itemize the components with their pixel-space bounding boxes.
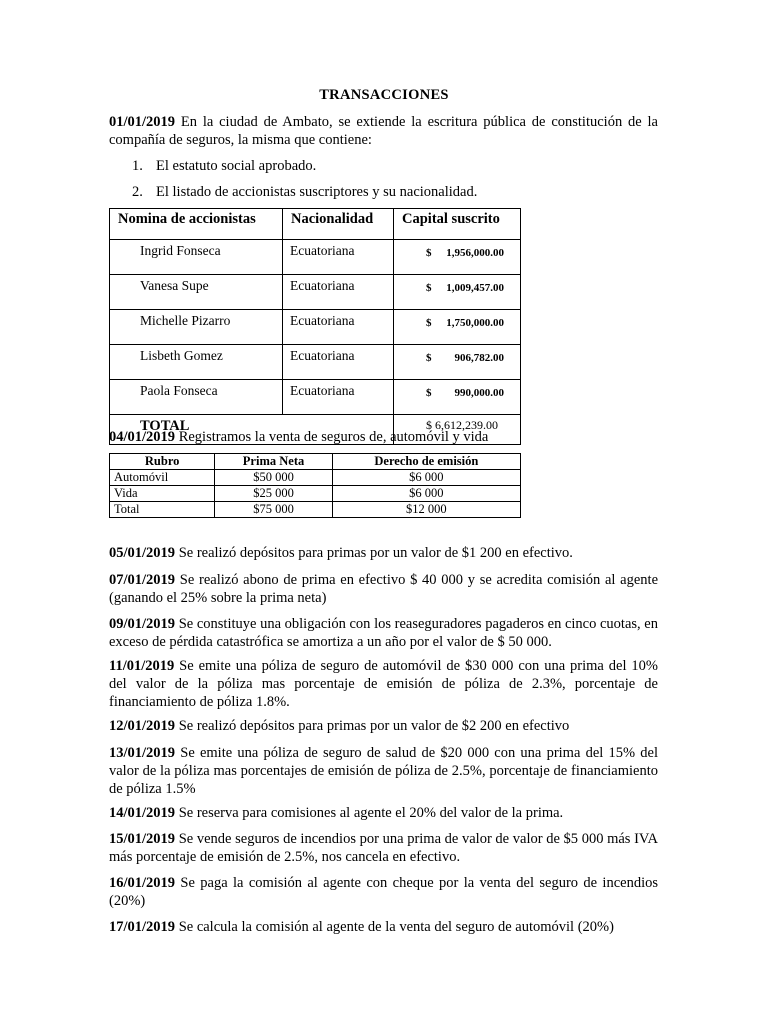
entry-16-01 [109,874,658,910]
table-row [110,380,521,415]
nationality: Ecuatoriana [283,275,394,310]
shareholder-name: Vanesa Supe [110,275,283,310]
shareholder-name: Paola Fonseca [110,380,283,415]
table-row [110,275,521,310]
table-row [110,240,521,275]
entry-date: 12/01/2019 [109,718,176,734]
column-header: Nacionalidad [283,209,394,240]
capital-amount: 1,956,000.00 [446,247,504,259]
entry-text: Se realizó depósitos para primas por un valor de $2 200 en efectivo [175,718,570,734]
table-cell: $25 000 [215,486,332,502]
currency-sign: $ [426,387,432,399]
table-row [110,470,521,486]
entry-text: Registramos la venta de seguros de, automóvil y vida [175,429,489,445]
sales-table [109,453,521,518]
table-cell: Vida [110,486,215,502]
nationality: Ecuatoriana [283,310,394,345]
entry-date: 01/01/2019 [109,114,176,130]
list-text: El estatuto social aprobado. [156,158,317,174]
list-number: 1. [132,158,143,174]
nationality: Ecuatoriana [283,345,394,380]
entry-11-01 [109,657,658,711]
column-header: Capital suscrito [394,209,521,240]
capital-amount: 1,009,457.00 [446,282,504,294]
table-row [110,310,521,345]
list-text: El listado de accionistas suscriptores y su nacionalidad. [156,184,478,200]
entry-text: Se constituye una obligación con los reaseguradores pagaderos en cinco cuotas, en exceso de pérdida catastrófica se amortiza a un año por el valor de $ 50 000. [109,616,658,650]
table-cell: $50 000 [215,470,332,486]
nationality: Ecuatoriana [283,380,394,415]
entry-date: 09/01/2019 [109,616,176,632]
entry-15-01 [109,830,658,866]
entry-text: Se emite una póliza de seguro de automóvil de $30 000 con una prima del 10% del valor de la póliza mas porcentaje de emisión de póliza de 2.3%, porcentaje de financiamiento de póliza 1.8%. [109,658,658,710]
entry-text: Se vende seguros de incendios por una prima de valor de valor de $5 000 más IVA más porcentaje de emisión de 2.5%, nos cancela en efectivo. [109,831,658,865]
entry-date: 11/01/2019 [109,658,175,674]
table-cell: $75 000 [215,502,332,518]
table-row [110,486,521,502]
table-row [110,502,521,518]
table-header-row [110,454,521,470]
capital-amount: 906,782.00 [454,352,504,364]
table-cell: $6 000 [332,470,520,486]
entry-text: Se realizó depósitos para primas por un valor de $1 200 en efectivo. [175,545,573,561]
total-value: $ 6,612,239.00 [394,415,521,445]
entry-date: 07/01/2019 [109,572,176,588]
capital-amount: 990,000.00 [454,387,504,399]
entry-text: Se realizó abono de prima en efectivo $ 40 000 y se acredita comisión al agente (ganando el 25% sobre la prima neta) [109,572,658,606]
total-label: TOTAL [110,415,394,445]
entry-date: 16/01/2019 [109,875,176,891]
entry-date: 13/01/2019 [109,745,176,761]
shareholder-name: Ingrid Fonseca [110,240,283,275]
table-row [110,345,521,380]
list-item-1 [132,157,316,175]
capital-cell [394,240,521,275]
list-number: 2. [132,184,143,200]
entry-text: Se paga la comisión al agente con cheque por la venta del seguro de incendios (20%) [109,875,658,909]
column-header: Rubro [110,454,215,470]
list-item-2 [132,183,477,201]
table-cell: $12 000 [332,502,520,518]
document-title: TRANSACCIONES [319,87,449,103]
entry-01-01 [109,113,658,149]
entry-17-01 [109,918,658,936]
column-header: Derecho de emisión [332,454,520,470]
capital-amount: 1,750,000.00 [446,317,504,329]
currency-sign: $ [426,352,432,364]
table-header-row [110,209,521,240]
currency-sign: $ [426,317,432,329]
nationality: Ecuatoriana [283,240,394,275]
capital-cell [394,275,521,310]
entry-date: 17/01/2019 [109,919,176,935]
entry-text: Se calcula la comisión al agente de la venta del seguro de automóvil (20%) [175,919,614,935]
entry-date: 04/01/2019 [109,429,176,445]
capital-cell [394,310,521,345]
table-cell: Automóvil [110,470,215,486]
entry-14-01 [109,804,658,822]
column-header: Prima Neta [215,454,332,470]
entry-07-01 [109,571,658,607]
entry-text: Se emite una póliza de seguro de salud de $20 000 con una prima del 15% del valor de la póliza mas porcentajes de emisión de póliza de 2.5%, porcentaje de financiamiento de póliza 1.5% [109,745,658,797]
shareholders-table [109,208,521,445]
entry-12-01 [109,717,658,735]
entry-text: Se reserva para comisiones al agente el 20% del valor de la prima. [175,805,564,821]
table-cell: $6 000 [332,486,520,502]
entry-date: 15/01/2019 [109,831,176,847]
entry-04-01 [109,428,658,446]
entry-date: 14/01/2019 [109,805,176,821]
shareholder-name: Michelle Pizarro [110,310,283,345]
entry-date: 05/01/2019 [109,545,176,561]
capital-cell [394,380,521,415]
capital-cell [394,345,521,380]
column-header: Nomina de accionistas [110,209,283,240]
currency-sign: $ [426,247,432,259]
shareholder-name: Lisbeth Gomez [110,345,283,380]
table-cell: Total [110,502,215,518]
currency-sign: $ [426,282,432,294]
entry-05-01 [109,544,658,562]
entry-13-01 [109,744,658,798]
entry-text: En la ciudad de Ambato, se extiende la escritura pública de constitución de la compañía de seguros, la misma que contiene: [109,114,658,148]
entry-09-01 [109,615,658,651]
